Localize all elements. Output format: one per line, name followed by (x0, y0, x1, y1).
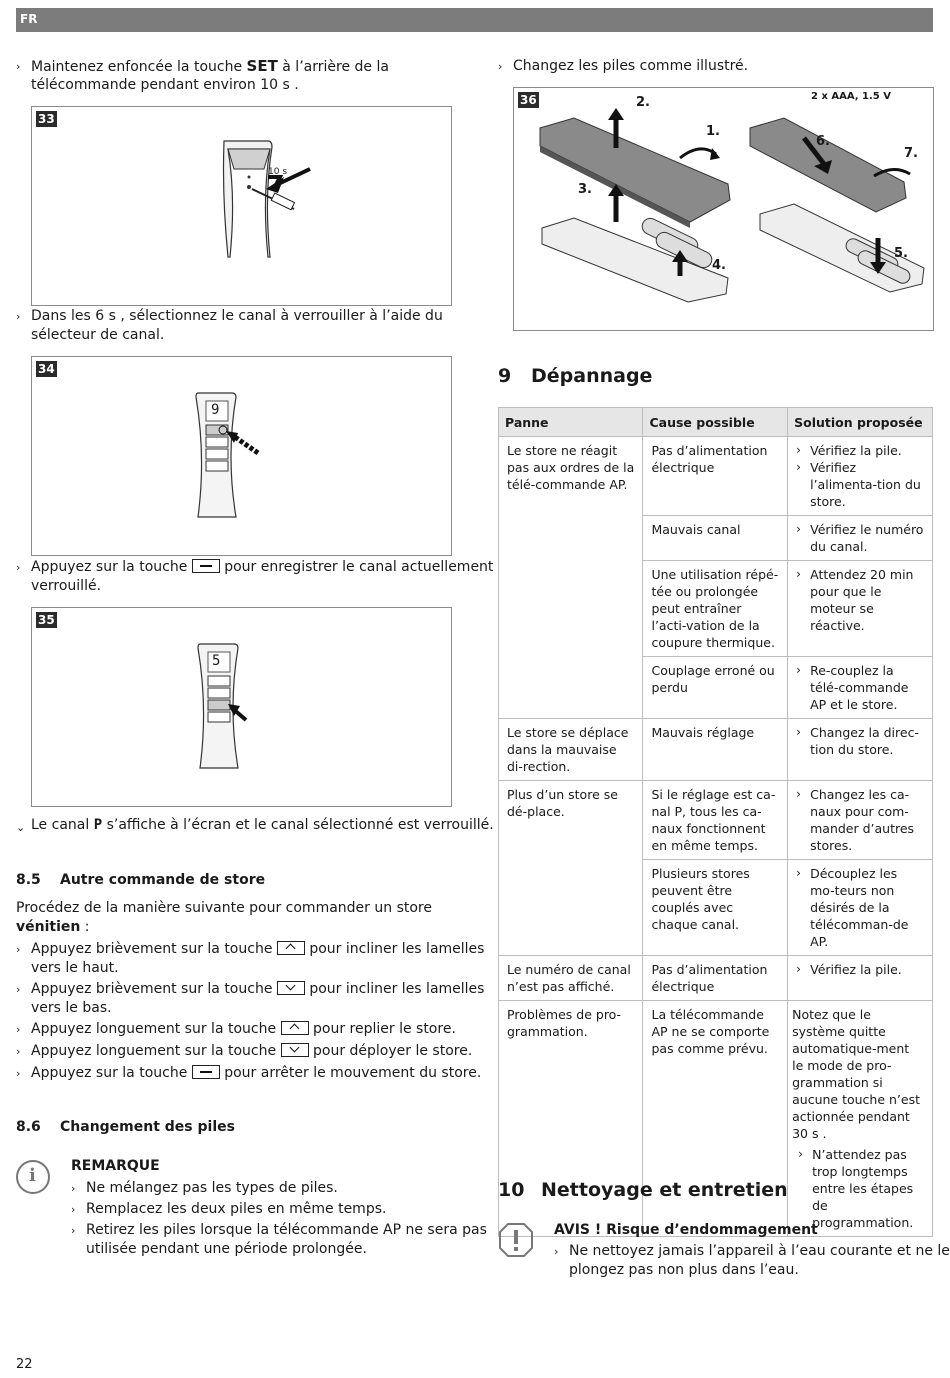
step-label: 2. (636, 95, 650, 110)
up-key-icon (281, 1021, 309, 1035)
column-header: Cause possible (643, 408, 788, 437)
warning-icon (498, 1222, 534, 1258)
down-key-icon (281, 1043, 309, 1057)
table-row (499, 956, 933, 1001)
table-cell: Le numéro de canal n’est pas affiché. (499, 956, 643, 1001)
table-cell: Une utilisation répé-tée ou prolongée peut entraîner l’acti-vation de la coupure thermique. (643, 561, 788, 657)
step-label: 7. (904, 146, 918, 161)
figure-number: 33 (38, 112, 55, 126)
section-9-heading: 9 Dépannage (498, 365, 653, 387)
note-title: REMARQUE (71, 1158, 160, 1174)
channel-code: P (93, 817, 103, 833)
figure-number: 34 (38, 362, 55, 376)
table-header-row (499, 408, 933, 437)
figure-34 (31, 356, 452, 556)
table-row (499, 781, 933, 860)
table-cell: Problèmes de pro-grammation. (499, 1001, 643, 1237)
table-row (499, 1001, 933, 1237)
set-key-label: SET (246, 57, 278, 75)
list-item-line2: vers le bas. (31, 1000, 112, 1016)
table-cell: › Re-couplez la télé-commande AP et le store. (788, 657, 933, 719)
header-bar (16, 8, 933, 32)
figure-36 (513, 87, 934, 331)
step-select-channel-line2: sélecteur de canal. (31, 327, 165, 343)
page-number: 22 (16, 1357, 33, 1372)
section-8-5-intro-line2: vénitien : (16, 919, 90, 935)
section-8-6-heading: 8.6 Changement des piles (16, 1119, 235, 1135)
step-label: 4. (712, 258, 726, 273)
table-cell: Si le réglage est ca-nal P, tous les ca-naux fonctionnent en même temps. (643, 781, 788, 860)
column-header: Solution proposée (788, 408, 933, 437)
step-save-channel-line2: verrouillé. (31, 578, 102, 594)
table-cell: Le store ne réagit pas aux ordres de la télé-commande AP. (499, 437, 643, 719)
remote-back-illustration (32, 107, 451, 305)
figure-number: 36 (520, 93, 537, 107)
stop-key-icon (192, 1065, 220, 1079)
note-item-line2: utilisée pendant une période prolongée. (86, 1241, 367, 1257)
down-key-icon (277, 981, 305, 995)
table-cell: › Découplez les mo-teurs non désirés de la télécomman-de AP. (788, 860, 933, 956)
table-cell: › Attendez 20 min pour que le moteur se réactive. (788, 561, 933, 657)
notice-item-line2: plongez pas non plus dans l’eau. (569, 1262, 799, 1278)
table-cell: La télécommande AP ne se comporte pas comme prévu. (643, 1001, 788, 1237)
table-cell: Mauvais réglage (643, 719, 788, 781)
table-cell: › Changez les ca-naux pour com-mander d’autres stores. (788, 781, 933, 860)
duration-label: 10 s (268, 167, 288, 177)
table-cell: › Vérifiez la pile. › Vérifiez l’alimenta-tion du store. (788, 437, 933, 516)
table-cell: › Changez la direc-tion du store. (788, 719, 933, 781)
list-item-line2: vers le haut. (31, 960, 119, 976)
section-8-5-intro: Procédez de la manière suivante pour commander un store (16, 900, 432, 916)
table-cell: Mauvais canal (643, 516, 788, 561)
column-header: Panne (499, 408, 643, 437)
up-key-icon (277, 941, 305, 955)
figure-33 (31, 106, 452, 306)
battery-change-illustration (514, 88, 933, 330)
step-label: 3. (578, 182, 592, 197)
figure-number: 35 (38, 613, 55, 627)
remote-front-illustration (32, 357, 451, 555)
battery-spec: 2 x AAA, 1.5 V (811, 91, 891, 102)
channel-display: 9 (211, 402, 220, 418)
table-cell: Notez que le système quitte automatique-ment le mode de pro-grammation si aucune touche n’est actionnée pendant 30 s . › N’attendez pas trop longtemps entre les étapes de programmation. (788, 1001, 933, 1237)
table-cell: Pas d’alimentation électrique (643, 437, 788, 516)
figure-35 (31, 607, 452, 807)
step-hold-set-line2: télécommande pendant environ 10 s . (31, 77, 299, 93)
section-10-heading: 10 Nettoyage et entretien (498, 1179, 788, 1201)
table-cell: Couplage erroné ou perdu (643, 657, 788, 719)
step-label: 6. (816, 134, 830, 149)
info-icon: i (16, 1160, 50, 1194)
step-label: 1. (706, 124, 720, 139)
language-label: FR (20, 12, 38, 26)
table-cell: Plusieurs stores peuvent être couplés avec chaque canal. (643, 860, 788, 956)
table-row (499, 719, 933, 781)
table-cell: › Vérifiez la pile. (788, 956, 933, 1001)
channel-display: 5 (212, 653, 221, 669)
table-cell: Pas d’alimentation électrique (643, 956, 788, 1001)
stop-key-icon (192, 559, 220, 573)
table-cell: › Vérifiez le numéro du canal. (788, 516, 933, 561)
step-label: 5. (894, 246, 908, 261)
table-cell: Le store se déplace dans la mauvaise di-rection. (499, 719, 643, 781)
table-cell: Plus d’un store se dé-place. (499, 781, 643, 956)
section-8-5-heading: 8.5 Autre commande de store (16, 872, 266, 888)
troubleshooting-table (498, 407, 933, 1237)
notice-title: AVIS ! Risque d’endommagement (554, 1222, 818, 1238)
remote-front-illustration (32, 608, 451, 806)
table-row (499, 437, 933, 516)
